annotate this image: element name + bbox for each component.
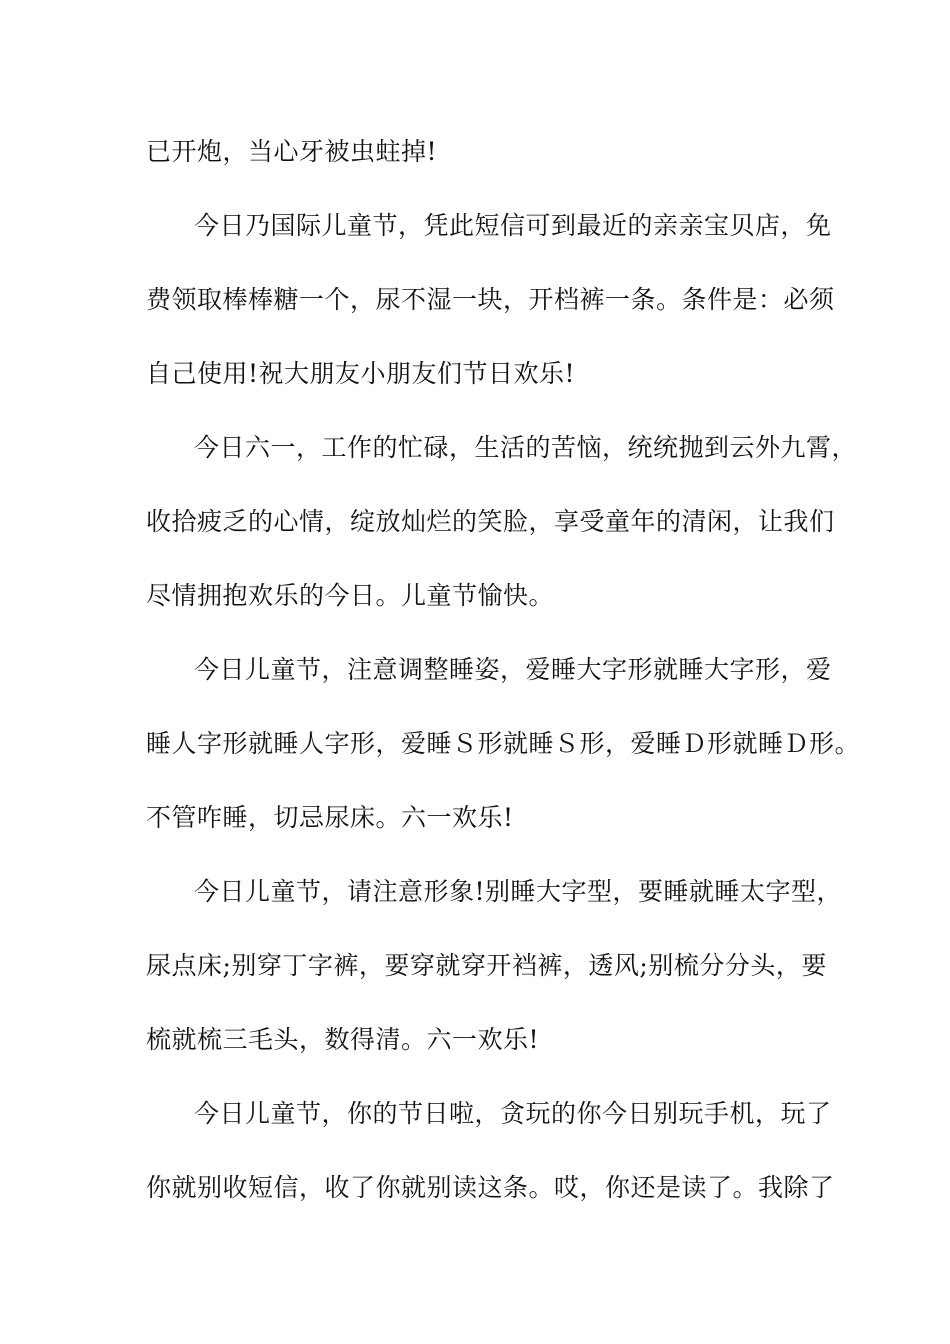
text-line: 尽情拥抱欢乐的今日。儿童节愉快。	[146, 581, 555, 610]
text-line: 你就别收短信，收了你就别读这条。哎，你还是读了。我除了	[146, 1173, 835, 1202]
text-line: 收拾疲乏的心情，绽放灿烂的笑脸，享受童年的清闲，让我们	[146, 507, 835, 536]
text-line: 费领取棒棒糖一个，尿不湿一块，开档裤一条。条件是：必须	[146, 285, 835, 314]
text-line: 尿点床;别穿丁字裤，要穿就穿开裆裤，透风;别梳分分头，要	[146, 951, 827, 980]
text-line: 睡人字形就睡人字形，爱睡Ｓ形就睡Ｓ形，爱睡Ｄ形就睡Ｄ形。	[146, 729, 861, 758]
paragraph-first-line: 今日儿童节，注意调整睡姿，爱睡大字形就睡大字形，爱	[194, 655, 832, 684]
text-line: 不管咋睡，切忌尿床。六一欢乐!	[146, 803, 514, 832]
paragraph-first-line: 今日乃国际儿童节，凭此短信可到最近的亲亲宝贝店，免	[194, 211, 832, 240]
text-line: 梳就梳三毛头，数得清。六一欢乐!	[146, 1025, 540, 1054]
text-line: 已开炮，当心牙被虫蛀掉!	[146, 137, 438, 166]
text-line: 自己使用!祝大朋友小朋友们节日欢乐!	[146, 359, 576, 388]
paragraph-first-line: 今日儿童节，请注意形象!别睡大字型，要睡就睡太字型，	[194, 877, 843, 906]
paragraph-first-line: 今日儿童节，你的节日啦，贪玩的你今日别玩手机，玩了	[194, 1099, 832, 1128]
paragraph-first-line: 今日六一，工作的忙碌，生活的苦恼，统统抛到云外九霄，	[194, 433, 858, 462]
